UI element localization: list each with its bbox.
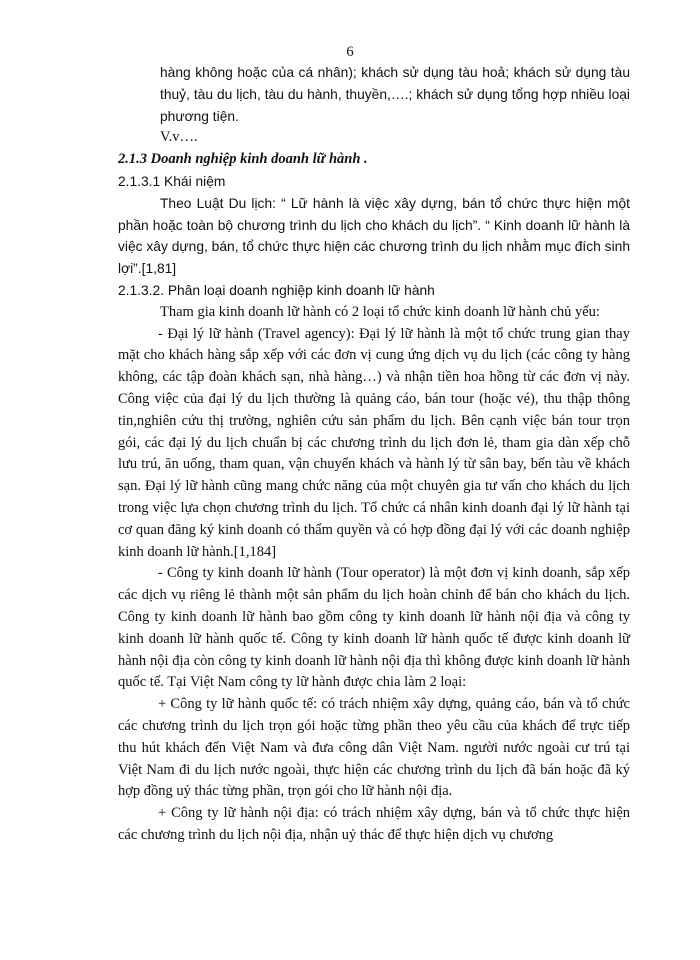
document-body bbox=[118, 62, 630, 847]
page-number: 6 bbox=[346, 44, 354, 60]
paragraph-two-types: Tham gia kinh doanh lữ hành có 2 loại tổ chức kinh doanh lữ hành chủ yếu: bbox=[160, 303, 600, 320]
paragraph-international-company: + Công ty lữ hành quốc tế: có trách nhiệm xây dựng, quảng cáo, bán và tổ chức các chương trình du lịch trọn gói hoặc từng phần theo yêu cầu của khách để trực tiếp thu hút khách đến Việt Nam và đưa công dân Việt Nam. người nước ngoài cư trú tại Việt Nam đi du lịch nước ngoài, thực hiện các chương trình du lịch đã bán hoặc đã ký hợp đồng uỷ thác từng phần, trọn gói cho lữ hành nội địa. bbox=[118, 696, 630, 800]
paragraph-travel-agency: - Đại lý lữ hành (Travel agency): Đại lý lữ hành là một tổ chức trung gian thay mặt cho khách hàng sắp xếp với các đơn vị cung ứng dịch vụ du lịch (các công ty hàng không, các tập đoàn khách sạn, nhà hàng…) và nhận tiền hoa hồng từ các đơn vị này. Công việc của đại lý du lịch thường là quảng cáo, bán tour (hoặc vé), thu thập thông tin,nghiên cứu thị trường, nghiên cứu sản phẩm du lịch. Bên cạnh việc bán tour trọn gói, các đại lý du lịch chuẩn bị các chương trình du lịch đơn lẻ, tham gia dàn xếp chỗ lưu trú, ăn uống, tham quan, vận chuyển khách và hành lý từ sân bay, bến tàu về khách sạn. Đại lý lữ hành cũng mang chức năng của một chuyên gia tư vấn cho khách du lịch trong việc lựa chọn chương trình du lịch. Tổ chức cá nhân kinh doanh đại lý lữ hành tại cơ quan đăng ký kinh doanh có thẩm quyền và có hợp đồng đại lý với các doanh nghiệp kinh doanh lữ hành.[1,184] bbox=[118, 325, 630, 560]
paragraph-domestic-company: + Công ty lữ hành nội địa: có trách nhiệm xây dựng, bán và tổ chức thực hiện các chương trình du lịch nội địa, nhận uỷ thác để thực hiện dịch vụ chương bbox=[118, 805, 630, 843]
subheading-2-1-3-1: 2.1.3.1 Khái niệm bbox=[118, 173, 226, 189]
paragraph-vv: V.v…. bbox=[160, 129, 198, 146]
paragraph-transport-continuation: hàng không hoặc của cá nhân); khách sử dụng tàu hoả; khách sử dụng tàu thuỷ, tàu du lịch, tàu du hành, thuyền,….; khách sử dụng tổng hợp nhiều loại phương tiện. bbox=[160, 65, 630, 124]
paragraph-definition: Theo Luật Du lịch: “ Lữ hành là việc xây dựng, bán tổ chức thực hiện một phần hoặc toàn bộ chương trình du lịch cho khách du lịch”. “ Kinh doanh lữ hành là việc xây dựng, bán, tổ chức thực hiện các chương trình du lịch nhằm mục đích sinh lợi”.[1,81] bbox=[118, 195, 630, 277]
section-heading-2-1-3: 2.1.3 Doanh nghiệp kinh doanh lữ hành . bbox=[118, 151, 368, 168]
subheading-2-1-3-2: 2.1.3.2. Phân loại doanh nghiệp kinh doanh lữ hành bbox=[118, 282, 435, 298]
paragraph-tour-operator: - Công ty kinh doanh lữ hành (Tour operator) là một đơn vị kinh doanh, sắp xếp các dịch vụ riêng lẻ thành một sản phẩm du lịch hoàn chỉnh để bán cho khách du lịch. Công ty kinh doanh lữ hành bao gồm công ty kinh doanh lữ hành nội địa và công ty kinh doanh lữ hành quốc tế. Công ty kinh doanh lữ hành quốc tế được kinh doanh lữ hành nội địa còn công ty kinh doanh lữ hành nội địa thì không được kinh doanh lữ hành quốc tế. Tại Việt Nam công ty lữ hành được chia làm 2 loại: bbox=[118, 565, 630, 691]
